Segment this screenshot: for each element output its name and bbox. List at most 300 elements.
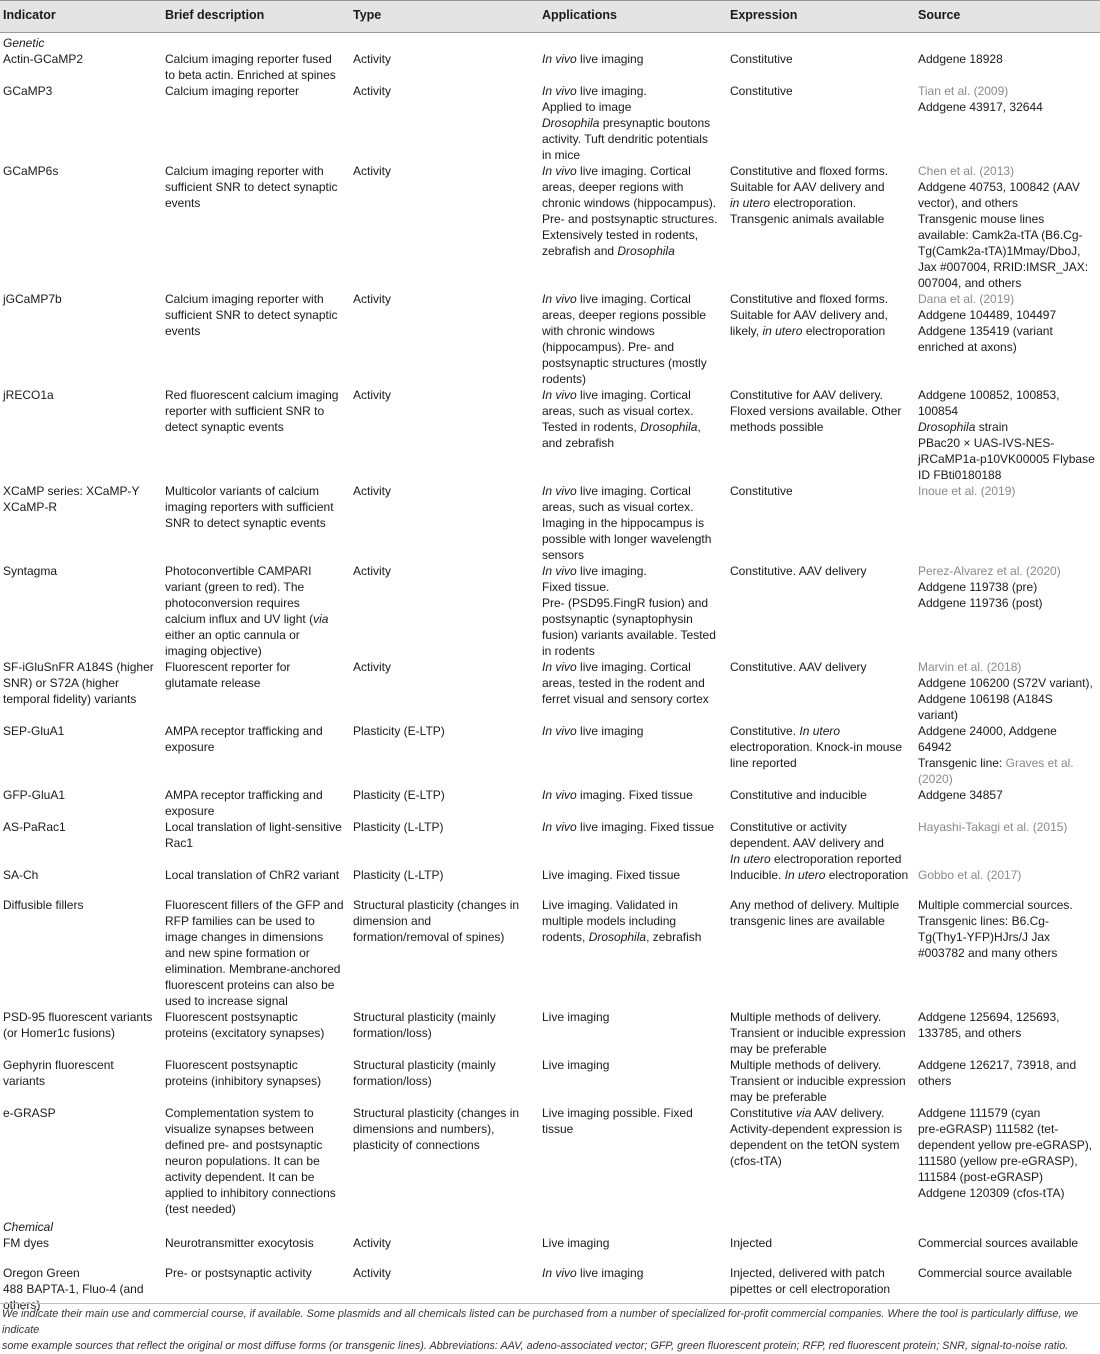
cell-text: In utero bbox=[784, 868, 826, 882]
cell-line bbox=[542, 1009, 724, 1025]
table-row bbox=[0, 1105, 1100, 1217]
cell-text: Live imaging. Fixed tissue bbox=[542, 868, 681, 882]
cell-line bbox=[542, 531, 724, 547]
cell-text: used to increase signal bbox=[165, 994, 288, 1008]
section-row bbox=[0, 33, 1100, 52]
cell-text: pipettes or cell electroporation bbox=[730, 1282, 891, 1296]
cell-type bbox=[350, 1105, 539, 1217]
cell-text: line reported bbox=[730, 756, 797, 770]
table-header bbox=[0, 1, 1100, 33]
cell-brief-description bbox=[162, 563, 350, 659]
cell-indicator bbox=[0, 1009, 162, 1057]
cell-line bbox=[730, 1153, 912, 1169]
cell-type bbox=[350, 819, 539, 867]
cell-line bbox=[730, 179, 912, 195]
cell-text: areas, such as visual cortex. bbox=[542, 404, 694, 418]
cell-text: Fluorescent postsynaptic bbox=[165, 1010, 298, 1024]
cell-source bbox=[915, 897, 1100, 1009]
cell-text: 64942 bbox=[918, 740, 952, 754]
cell-text: Live imaging. Validated in bbox=[542, 898, 678, 912]
cell-text: formation/removal of spines) bbox=[353, 930, 505, 944]
cell-line bbox=[730, 867, 912, 883]
cell-line bbox=[918, 179, 1097, 195]
cell-line bbox=[353, 897, 536, 913]
cell-text: Activity bbox=[353, 164, 392, 178]
cell-text: postsynaptic (synaptophysin bbox=[542, 612, 693, 626]
cell-text: formation/loss) bbox=[353, 1026, 432, 1040]
cell-text: Rac1 bbox=[165, 836, 194, 850]
cell-line bbox=[542, 611, 724, 627]
cell-text: Gephyrin fluorescent bbox=[3, 1058, 114, 1072]
cell-text: , bbox=[697, 420, 701, 434]
cell-indicator bbox=[0, 867, 162, 897]
cell-text: variants bbox=[3, 1074, 46, 1088]
cell-text: dimension and bbox=[353, 914, 432, 928]
cell-indicator bbox=[0, 897, 162, 1009]
cell-text: Activity bbox=[353, 1266, 392, 1280]
cell-source bbox=[915, 563, 1100, 659]
cell-source bbox=[915, 1235, 1100, 1265]
cell-line bbox=[730, 1137, 912, 1153]
cell-expression bbox=[727, 1105, 915, 1217]
citation-link[interactable]: Gobbo et al. (2017) bbox=[918, 868, 1022, 882]
cell-line bbox=[542, 563, 724, 579]
cell-brief-description bbox=[162, 387, 350, 483]
table-row bbox=[0, 659, 1100, 723]
cell-text: in rodents bbox=[542, 644, 595, 658]
cell-text: detect synaptic events bbox=[165, 420, 284, 434]
cell-line bbox=[165, 723, 347, 739]
cell-source bbox=[915, 163, 1100, 291]
cell-text: activity. Tuft dendritic potentials bbox=[542, 132, 708, 146]
cell-text: Activity bbox=[353, 388, 392, 402]
cell-line bbox=[165, 929, 347, 945]
cell-line bbox=[918, 323, 1097, 339]
cell-text: Applied to image bbox=[542, 100, 632, 114]
footnote-line: some example sources that reflect the original or most diffuse forms (or transgenic lines). Abbreviations: AAV, adeno-associated vector; GFP, green fluorescent protein; RFP, red fluorescent protein; SNR, signal-to-noise ratio. bbox=[2, 1340, 1069, 1352]
cell-line bbox=[165, 499, 347, 515]
citation-link[interactable]: Marvin et al. (2018) bbox=[918, 660, 1022, 674]
cell-line bbox=[3, 483, 159, 499]
cell-text: SA-Ch bbox=[3, 868, 39, 882]
column-header-expression: Expression bbox=[727, 1, 915, 33]
table-row bbox=[0, 897, 1100, 1009]
cell-line bbox=[353, 83, 536, 99]
citation-link[interactable]: (2020) bbox=[918, 772, 953, 786]
cell-text: Oregon Green bbox=[3, 1266, 80, 1280]
cell-line bbox=[542, 419, 724, 435]
cell-type bbox=[350, 659, 539, 723]
cell-text: Pre- and postsynaptic structures. bbox=[542, 212, 718, 226]
cell-text: live imaging. bbox=[576, 564, 647, 578]
cell-line bbox=[542, 579, 724, 595]
cell-text: Photoconvertible CAMPARI bbox=[165, 564, 312, 578]
cell-text: Multiple methods of delivery. bbox=[730, 1010, 882, 1024]
cell-line bbox=[918, 1057, 1097, 1073]
cell-applications bbox=[539, 659, 727, 723]
cell-text: Addgene 126217, 73918, and bbox=[918, 1058, 1077, 1072]
citation-link[interactable]: Inoue et al. (2019) bbox=[918, 484, 1016, 498]
cell-line bbox=[165, 1153, 347, 1169]
citation-link[interactable]: Hayashi-Takagi et al. (2015) bbox=[918, 820, 1068, 834]
cell-line bbox=[542, 483, 724, 499]
cell-line bbox=[3, 1105, 159, 1121]
cell-line bbox=[730, 419, 912, 435]
cell-text: variant) bbox=[918, 708, 959, 722]
cell-line bbox=[730, 1089, 912, 1105]
cell-line bbox=[353, 1025, 536, 1041]
cell-text: GCaMP3 bbox=[3, 84, 53, 98]
cell-brief-description bbox=[162, 659, 350, 723]
cell-line bbox=[918, 771, 1097, 787]
cell-line bbox=[165, 1057, 347, 1073]
cell-text: Pre- (PSD95.FingR fusion) and bbox=[542, 596, 709, 610]
cell-line bbox=[353, 291, 536, 307]
cell-text: live imaging. Cortical bbox=[576, 388, 691, 402]
cell-line bbox=[918, 1105, 1097, 1121]
cell-text: areas, deeper regions possible bbox=[542, 308, 707, 322]
cell-text: Calcium imaging reporter bbox=[165, 84, 300, 98]
cell-line bbox=[918, 691, 1097, 707]
cell-line bbox=[542, 897, 724, 913]
cell-type bbox=[350, 1009, 539, 1057]
cell-text: plasticity of connections bbox=[353, 1138, 480, 1152]
cell-line bbox=[165, 1169, 347, 1185]
cell-text: others bbox=[918, 1074, 952, 1088]
cell-line bbox=[542, 787, 724, 803]
cell-text: Drosophila bbox=[617, 244, 675, 258]
cell-text: 111584 (post-eGRASP) bbox=[918, 1170, 1043, 1184]
cell-expression bbox=[727, 659, 915, 723]
cell-text: live imaging bbox=[576, 1266, 644, 1280]
cell-line bbox=[542, 371, 724, 387]
cell-text: Complementation system to bbox=[165, 1106, 314, 1120]
cell-text: Drosophila bbox=[542, 116, 600, 130]
cell-line bbox=[353, 1009, 536, 1025]
cell-line bbox=[165, 611, 347, 627]
cell-line bbox=[918, 723, 1097, 739]
cell-text: Addgene 43917, 32644 bbox=[918, 100, 1043, 114]
cell-text: live imaging bbox=[576, 724, 644, 738]
cell-text: Live imaging bbox=[542, 1010, 610, 1024]
cell-type bbox=[350, 1057, 539, 1105]
cell-line bbox=[542, 515, 724, 531]
cell-text: Suitable for AAV delivery and, bbox=[730, 308, 888, 322]
cell-line bbox=[730, 83, 912, 99]
cell-text: Constitutive bbox=[730, 84, 793, 98]
cell-text: electroporation reported bbox=[770, 852, 902, 866]
cell-line bbox=[542, 307, 724, 323]
cell-line bbox=[165, 1201, 347, 1217]
cell-expression bbox=[727, 83, 915, 163]
cell-brief-description bbox=[162, 291, 350, 387]
cell-line bbox=[542, 1235, 724, 1251]
cell-line bbox=[3, 1265, 159, 1281]
cell-text: in mice bbox=[542, 148, 581, 162]
cell-line bbox=[353, 163, 536, 179]
cell-indicator bbox=[0, 163, 162, 291]
cell-line bbox=[542, 1057, 724, 1073]
table-bottom-rule bbox=[0, 1303, 1100, 1304]
cell-line bbox=[730, 755, 912, 771]
cell-applications bbox=[539, 51, 727, 83]
cell-text: Local translation of light-sensitive bbox=[165, 820, 342, 834]
cell-type bbox=[350, 83, 539, 163]
cell-line bbox=[542, 339, 724, 355]
cell-line bbox=[165, 579, 347, 595]
cell-text: may be preferable bbox=[730, 1042, 827, 1056]
cell-text: Constitutive and inducible bbox=[730, 788, 867, 802]
cell-indicator bbox=[0, 483, 162, 563]
cell-line bbox=[542, 723, 724, 739]
cell-text: imaging objective) bbox=[165, 644, 262, 658]
cell-line bbox=[730, 483, 912, 499]
cell-line bbox=[730, 1121, 912, 1137]
cell-text: Floxed versions available. Other bbox=[730, 404, 902, 418]
cell-expression bbox=[727, 387, 915, 483]
citation-link[interactable]: Graves et al. bbox=[1005, 756, 1074, 770]
cell-text: Addgene 106200 (S72V variant), bbox=[918, 676, 1093, 690]
cell-line bbox=[3, 51, 159, 67]
cell-line bbox=[165, 1121, 347, 1137]
cell-line bbox=[542, 323, 724, 339]
cell-line bbox=[165, 945, 347, 961]
cell-line bbox=[3, 387, 159, 403]
cell-text: live imaging. bbox=[576, 84, 647, 98]
cell-applications bbox=[539, 563, 727, 659]
cell-line bbox=[918, 291, 1097, 307]
cell-line bbox=[542, 291, 724, 307]
cell-text: Commercial source available bbox=[918, 1266, 1073, 1280]
cell-line bbox=[165, 563, 347, 579]
cell-line bbox=[3, 1057, 159, 1073]
cell-text: Fixed tissue. bbox=[542, 580, 610, 594]
cell-line bbox=[3, 1281, 159, 1297]
cell-text: Tg(Camk2a-tTA)1Mmay/DboJ, bbox=[918, 244, 1081, 258]
table-row bbox=[0, 1009, 1100, 1057]
cell-line bbox=[918, 51, 1097, 67]
cell-text: Calcium imaging reporter with bbox=[165, 164, 324, 178]
cell-text: live imaging. Cortical bbox=[576, 484, 691, 498]
cell-text: Neurotransmitter exocytosis bbox=[165, 1236, 314, 1250]
cell-text: events bbox=[165, 196, 201, 210]
cell-brief-description bbox=[162, 51, 350, 83]
cell-applications bbox=[539, 1105, 727, 1217]
cell-line bbox=[918, 1265, 1097, 1281]
cell-text: live imaging. Cortical bbox=[576, 660, 691, 674]
cell-line bbox=[918, 483, 1097, 499]
cell-text: areas, such as visual cortex. bbox=[542, 500, 694, 514]
cell-text: Multicolor variants of calcium bbox=[165, 484, 320, 498]
cell-brief-description bbox=[162, 723, 350, 787]
cell-source bbox=[915, 83, 1100, 163]
cell-line bbox=[353, 1121, 536, 1137]
citation-link[interactable]: Tian et al. (2009) bbox=[918, 84, 1009, 98]
cell-line bbox=[542, 627, 724, 643]
column-header-indicator: Indicator bbox=[0, 1, 162, 33]
cell-line bbox=[918, 451, 1097, 467]
cell-line bbox=[730, 1105, 912, 1121]
cell-line bbox=[730, 307, 912, 323]
cell-text: In vivo bbox=[542, 164, 577, 178]
cell-line bbox=[3, 83, 159, 99]
cell-source bbox=[915, 1057, 1100, 1105]
cell-text: and zebrafish bbox=[542, 436, 615, 450]
cell-text: visualize synapses between bbox=[165, 1122, 314, 1136]
cell-line bbox=[918, 579, 1097, 595]
cell-expression bbox=[727, 563, 915, 659]
cell-line bbox=[542, 179, 724, 195]
cell-line bbox=[353, 1073, 536, 1089]
cell-line bbox=[730, 1281, 912, 1297]
cell-text: AS-PaRac1 bbox=[3, 820, 66, 834]
cell-indicator bbox=[0, 1235, 162, 1265]
cell-text: live imaging bbox=[576, 52, 644, 66]
cell-line bbox=[542, 51, 724, 67]
table-row bbox=[0, 723, 1100, 787]
cell-text: Transgenic lines: B6.Cg- bbox=[918, 914, 1049, 928]
cell-line bbox=[165, 67, 347, 83]
cell-text: dimensions and numbers), bbox=[353, 1122, 495, 1136]
cell-text: Addgene 18928 bbox=[918, 52, 1003, 66]
cell-text: with chronic windows bbox=[542, 324, 655, 338]
cell-brief-description bbox=[162, 867, 350, 897]
table-row bbox=[0, 867, 1100, 897]
cell-expression bbox=[727, 163, 915, 291]
cell-text: calcium influx and UV light ( bbox=[165, 612, 314, 626]
cell-line bbox=[165, 515, 347, 531]
cell-indicator bbox=[0, 787, 162, 819]
cell-line bbox=[730, 913, 912, 929]
cell-text: in utero bbox=[762, 324, 803, 338]
cell-line bbox=[730, 163, 912, 179]
cell-text: electroporation bbox=[825, 868, 909, 882]
cell-line bbox=[3, 291, 159, 307]
cell-text: Addgene 111579 (cyan bbox=[918, 1106, 1041, 1120]
cell-line bbox=[3, 563, 159, 579]
cell-text: Addgene 125694, 125693, bbox=[918, 1010, 1060, 1024]
cell-line bbox=[165, 835, 347, 851]
cell-text: electroporation. bbox=[770, 196, 857, 210]
cell-line bbox=[918, 1073, 1097, 1089]
cell-line bbox=[353, 1235, 536, 1251]
cell-line bbox=[730, 659, 912, 675]
cell-line bbox=[542, 675, 724, 691]
cell-source bbox=[915, 1105, 1100, 1217]
cell-line bbox=[730, 1057, 912, 1073]
cell-line bbox=[918, 259, 1097, 275]
cell-expression bbox=[727, 1009, 915, 1057]
cell-text: Activity-dependent expression is bbox=[730, 1122, 903, 1136]
cell-text: postsynaptic structures (mostly bbox=[542, 356, 707, 370]
cell-text: live imaging. Cortical bbox=[576, 292, 691, 306]
cell-line bbox=[730, 563, 912, 579]
cell-line bbox=[918, 1153, 1097, 1169]
cell-source bbox=[915, 867, 1100, 897]
cell-text: XCaMP series: XCaMP-Y bbox=[3, 484, 140, 498]
cell-line bbox=[3, 1009, 159, 1025]
cell-line bbox=[542, 227, 724, 243]
cell-indicator bbox=[0, 387, 162, 483]
cell-line bbox=[3, 675, 159, 691]
cell-line bbox=[542, 499, 724, 515]
cell-text: possible with longer wavelength bbox=[542, 532, 712, 546]
cell-applications bbox=[539, 1057, 727, 1105]
cell-source bbox=[915, 819, 1100, 867]
cell-indicator bbox=[0, 819, 162, 867]
table-row bbox=[0, 819, 1100, 867]
cell-line bbox=[165, 403, 347, 419]
cell-line bbox=[918, 227, 1097, 243]
cell-source bbox=[915, 291, 1100, 387]
cell-text: Imaging in the hippocampus is bbox=[542, 516, 705, 530]
cell-applications bbox=[539, 867, 727, 897]
cell-line bbox=[918, 659, 1097, 675]
cell-text: Drosophila bbox=[640, 420, 698, 434]
cell-line bbox=[542, 99, 724, 115]
cell-line bbox=[918, 1235, 1097, 1251]
cell-line bbox=[730, 387, 912, 403]
cell-text: (or Homer1c fusions) bbox=[3, 1026, 116, 1040]
cell-line bbox=[918, 435, 1097, 451]
table-row bbox=[0, 83, 1100, 163]
cell-line bbox=[165, 1073, 347, 1089]
cell-text: Pre- or postsynaptic activity bbox=[165, 1266, 312, 1280]
cell-text: In vivo bbox=[542, 788, 577, 802]
cell-text: may be preferable bbox=[730, 1090, 827, 1104]
cell-line bbox=[165, 1009, 347, 1025]
cell-text: In vivo bbox=[542, 660, 577, 674]
citation-link[interactable]: Dana et al. (2019) bbox=[918, 292, 1015, 306]
cell-text: SNR) or S72A (higher bbox=[3, 676, 120, 690]
cell-text: (test needed) bbox=[165, 1202, 236, 1216]
cell-line bbox=[730, 1265, 912, 1281]
cell-line bbox=[165, 1235, 347, 1251]
cell-line bbox=[353, 563, 536, 579]
cell-text: SEP-GluA1 bbox=[3, 724, 65, 738]
cell-line bbox=[165, 819, 347, 835]
cell-line bbox=[165, 739, 347, 755]
cell-line bbox=[542, 211, 724, 227]
cell-line bbox=[730, 1009, 912, 1025]
cell-line bbox=[918, 419, 1097, 435]
cell-text: In vivo bbox=[542, 564, 577, 578]
cell-line bbox=[3, 819, 159, 835]
cell-text: activity dependent. It can be bbox=[165, 1170, 315, 1184]
cell-line bbox=[730, 1025, 912, 1041]
cell-line bbox=[730, 787, 912, 803]
cell-text: SF-iGluSnFR A184S (higher bbox=[3, 660, 154, 674]
cell-line bbox=[918, 755, 1097, 771]
cell-text: Addgene 119736 (post) bbox=[918, 596, 1043, 610]
cell-text: Live imaging bbox=[542, 1058, 610, 1072]
cell-line bbox=[918, 1025, 1097, 1041]
cell-line bbox=[353, 1057, 536, 1073]
cell-expression bbox=[727, 723, 915, 787]
cell-text: areas, deeper regions with bbox=[542, 180, 684, 194]
cell-line bbox=[3, 1235, 159, 1251]
cell-line bbox=[542, 243, 724, 259]
citation-link[interactable]: Perez-Alvarez et al. (2020) bbox=[918, 564, 1061, 578]
cell-text: chronic windows (hippocampus). bbox=[542, 196, 717, 210]
cell-text: Activity bbox=[353, 84, 392, 98]
cell-line bbox=[730, 403, 912, 419]
cell-text: vector), and others bbox=[918, 196, 1019, 210]
cell-line bbox=[918, 403, 1097, 419]
cell-text: Structural plasticity (mainly bbox=[353, 1058, 496, 1072]
cell-text: transgenic lines are available bbox=[730, 914, 885, 928]
citation-link[interactable]: Chen et al. (2013) bbox=[918, 164, 1015, 178]
